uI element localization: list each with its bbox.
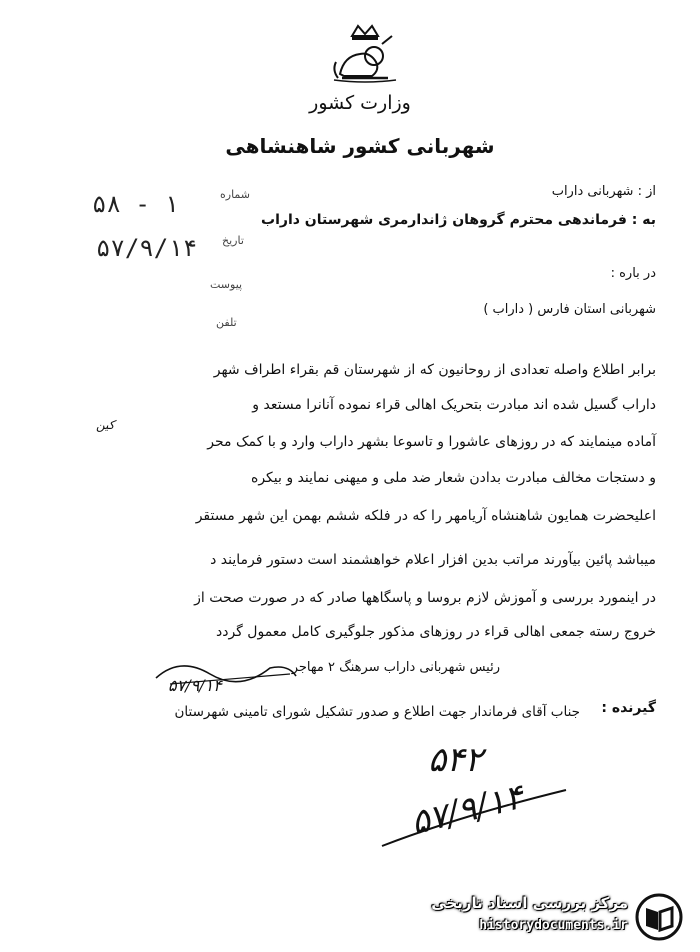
handwritten-number: ۵۴۲ (428, 740, 483, 780)
subject-field: در باره : (610, 266, 656, 281)
cc-label: گیرنده : (601, 700, 656, 716)
archive-logo (412, 890, 692, 946)
phone-label: تلفن (216, 316, 237, 329)
ministry-title: وزارت کشور (309, 92, 411, 114)
underline-stroke-icon (380, 776, 570, 856)
margin-annotation: کین (96, 418, 115, 432)
to-field: به : فرماندهی محترم گروهان ژاندارمری شهرستان داراب (261, 212, 656, 228)
signature-line: رئیس شهربانی داراب سرهنگ ۲ مهاجر (291, 660, 500, 675)
body-line: آماده مینمایند که در روزهای عاشورا و تاسوعا بشهر داراب وارد و با کمک محر (207, 434, 656, 450)
cc-text: جناب آقای فرماندار جهت اطلاع و صدور تشکیل شورای تامینی شهرستان (174, 704, 580, 720)
letter-date: ۵۷/۹/۱۴ (96, 234, 198, 262)
sender-office: شهربانی استان فارس ( داراب ) (483, 302, 656, 317)
archive-url: historydocuments.ir (479, 918, 628, 933)
body-line: اعلیحضرت همایون شاهنشاه آریامهر را که در فلکه ششم بهمن این شهر مستقر (195, 508, 656, 524)
body-line: خروج رسته جمعی اهالی قراء در روزهای مذکور جلوگیری کامل معمول گردد (215, 624, 656, 640)
handwritten-date: ۵۷/۹/۱۴ (406, 776, 528, 844)
from-field: از : شهربانی داراب (551, 184, 656, 199)
attachment-label: پیوست (210, 278, 243, 291)
number-label: شماره (220, 188, 251, 201)
body-line: و دستجات مخالف مبادرت بدادن شعار ضد ملی و میهنی نمایند و بیکره (251, 470, 656, 486)
signature-date: ۵۷/۹/۱۴ (168, 676, 222, 695)
police-title: شهربانی کشور شاهنشاهی (225, 134, 495, 158)
body-line: داراب گسیل شده اند مبادرت بتحریک اهالی قراء نموده آنانرا مستعد و (252, 397, 656, 413)
letter-number: ۵۸ - ۱ (92, 190, 179, 218)
date-label: تاریخ (222, 234, 244, 247)
body-line: میباشد پائین بیآورند مراتب بدین افزار اعلام خواهشمند است دستور فرمایند د (210, 552, 656, 568)
archive-book-icon (634, 892, 684, 942)
body-line: در اینمورد بررسی و آموزش لازم بروسا و پاسگاهها صادر که در صورت صحت از (194, 590, 656, 606)
lion-and-sun-emblem-icon (330, 22, 400, 84)
body-line: برابر اطلاع واصله تعدادی از روحانیون که از شهرستان قم بقراء اطراف شهر (213, 362, 656, 378)
archive-name: مرکز بررسی اسناد تاریخی (431, 894, 628, 912)
handwritten-note (380, 740, 570, 855)
